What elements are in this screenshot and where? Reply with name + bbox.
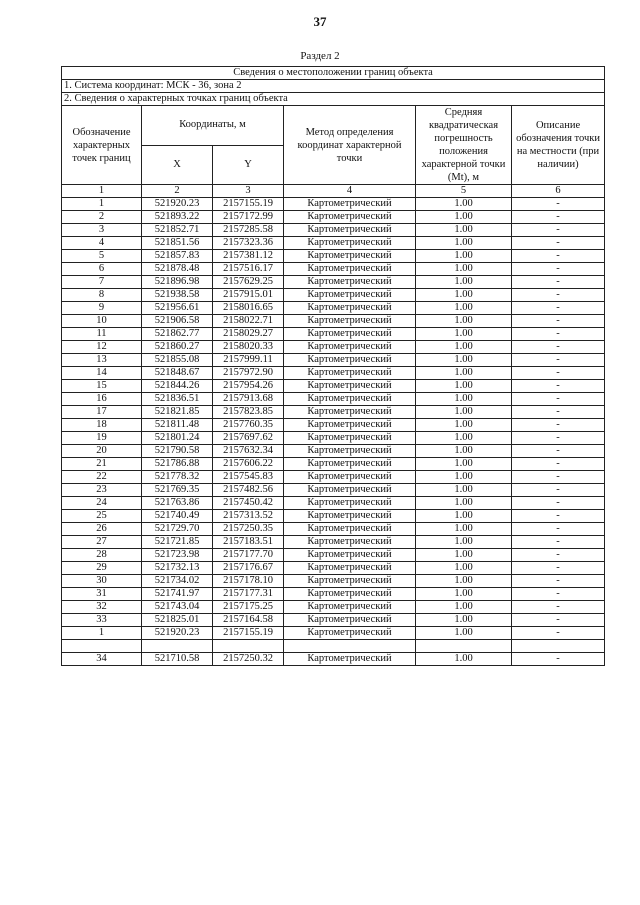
y-coordinate-cell: 2157183.51 [213,536,284,549]
x-coordinate-cell: 521855.08 [142,354,213,367]
description-cell: - [512,445,605,458]
y-coordinate-cell: 2157629.25 [213,276,284,289]
description-cell: - [512,393,605,406]
table-row [62,588,605,601]
point-number-cell: 31 [62,588,142,601]
table-row [62,523,605,536]
table-row [62,471,605,484]
method-cell: Картометрический [284,497,416,510]
description-cell: - [512,341,605,354]
y-coordinate-cell: 2157999.11 [213,354,284,367]
method-cell: Картометрический [284,315,416,328]
method-cell: Картометрический [284,406,416,419]
method-cell: Картометрический [284,276,416,289]
error-cell: 1.00 [416,328,512,341]
error-cell: 1.00 [416,419,512,432]
point-number-cell: 4 [62,237,142,250]
x-coordinate-cell: 521920.23 [142,627,213,640]
header-x: X [142,145,213,185]
point-number-cell: 12 [62,341,142,354]
x-coordinate-cell: 521844.26 [142,380,213,393]
point-number-cell: 26 [62,523,142,536]
method-cell: Картометрический [284,380,416,393]
header-description: Описание обозначения точки на местности (при наличии) [512,106,605,185]
x-coordinate-cell: 521734.02 [142,575,213,588]
description-cell: - [512,432,605,445]
y-coordinate-cell: 2157172.99 [213,211,284,224]
empty-cell [284,640,416,653]
column-number: 4 [284,185,416,198]
y-coordinate-cell: 2157155.19 [213,198,284,211]
description-cell: - [512,627,605,640]
method-cell: Картометрический [284,224,416,237]
table-row [62,601,605,614]
x-coordinate-cell: 521811.48 [142,419,213,432]
error-cell: 1.00 [416,276,512,289]
description-cell: - [512,588,605,601]
table-row [62,536,605,549]
empty-row [62,640,605,653]
y-coordinate-cell: 2157175.25 [213,601,284,614]
x-coordinate-cell: 521786.88 [142,458,213,471]
method-cell: Картометрический [284,445,416,458]
table-row [62,302,605,315]
coord-system-line: 1. Система координат: МСК - 36, зона 2 [62,80,605,93]
x-coordinate-cell: 521825.01 [142,614,213,627]
y-coordinate-cell: 2157516.17 [213,263,284,276]
table-row [62,419,605,432]
point-number-cell: 16 [62,393,142,406]
header-coordinates: Координаты, м [142,106,284,146]
point-number-cell: 20 [62,445,142,458]
description-cell: - [512,510,605,523]
x-coordinate-cell: 521740.49 [142,510,213,523]
table-row [62,445,605,458]
y-coordinate-cell: 2157177.70 [213,549,284,562]
points-title-line: 2. Сведения о характерных точках границ объекта [62,93,605,106]
x-coordinate-cell: 521878.48 [142,263,213,276]
y-coordinate-cell: 2158029.27 [213,328,284,341]
method-cell: Картометрический [284,549,416,562]
error-cell: 1.00 [416,380,512,393]
column-number: 5 [416,185,512,198]
point-number-cell: 2 [62,211,142,224]
empty-cell [416,640,512,653]
method-cell: Картометрический [284,250,416,263]
error-cell: 1.00 [416,354,512,367]
error-cell: 1.00 [416,250,512,263]
y-coordinate-cell: 2157915.01 [213,289,284,302]
method-cell: Картометрический [284,302,416,315]
point-number-cell: 21 [62,458,142,471]
method-cell: Картометрический [284,419,416,432]
y-coordinate-cell: 2157176.67 [213,562,284,575]
error-cell: 1.00 [416,497,512,510]
point-number-cell: 1 [62,627,142,640]
x-coordinate-cell: 521851.56 [142,237,213,250]
method-cell: Картометрический [284,393,416,406]
description-cell: - [512,380,605,393]
column-number: 3 [213,185,284,198]
table-row [62,549,605,562]
description-cell: - [512,406,605,419]
x-coordinate-cell: 521862.77 [142,328,213,341]
x-coordinate-cell: 521769.35 [142,484,213,497]
description-cell: - [512,471,605,484]
x-coordinate-cell: 521763.86 [142,497,213,510]
method-cell: Картометрический [284,627,416,640]
error-cell: 1.00 [416,536,512,549]
x-coordinate-cell: 521893.22 [142,211,213,224]
point-number-cell: 24 [62,497,142,510]
point-number-cell: 18 [62,419,142,432]
error-cell: 1.00 [416,367,512,380]
y-coordinate-cell: 2158022.71 [213,315,284,328]
description-cell: - [512,224,605,237]
table-row [62,458,605,471]
empty-cell [512,640,605,653]
y-coordinate-cell: 2157285.58 [213,224,284,237]
point-number-cell: 27 [62,536,142,549]
point-number-cell: 19 [62,432,142,445]
y-coordinate-cell: 2157760.35 [213,419,284,432]
point-number-cell: 5 [62,250,142,263]
method-cell: Картометрический [284,562,416,575]
description-cell: - [512,562,605,575]
table-row [62,328,605,341]
error-cell: 1.00 [416,562,512,575]
x-coordinate-cell: 521721.85 [142,536,213,549]
description-cell: - [512,575,605,588]
x-coordinate-cell: 521778.32 [142,471,213,484]
description-cell: - [512,458,605,471]
x-coordinate-cell: 521938.58 [142,289,213,302]
y-coordinate-cell: 2157250.35 [213,523,284,536]
method-cell: Картометрический [284,601,416,614]
x-coordinate-cell: 521710.58 [142,653,213,666]
error-cell: 1.00 [416,601,512,614]
error-cell: 1.00 [416,315,512,328]
error-cell: 1.00 [416,211,512,224]
header-designation: Обозначение характерных точек границ [62,106,142,185]
point-number-cell: 30 [62,575,142,588]
point-number-cell: 3 [62,224,142,237]
table-row [62,315,605,328]
y-coordinate-cell: 2157155.19 [213,627,284,640]
point-number-cell: 17 [62,406,142,419]
error-cell: 1.00 [416,302,512,315]
method-cell: Картометрический [284,237,416,250]
y-coordinate-cell: 2157954.26 [213,380,284,393]
description-cell: - [512,211,605,224]
table-row [62,211,605,224]
table-row [62,276,605,289]
point-number-cell: 32 [62,601,142,614]
table-row [62,263,605,276]
point-number-cell: 13 [62,354,142,367]
section-label: Раздел 2 [300,50,340,62]
point-number-cell: 1 [62,198,142,211]
table-row [62,250,605,263]
empty-cell [213,640,284,653]
error-cell: 1.00 [416,432,512,445]
x-coordinate-cell: 521836.51 [142,393,213,406]
header-error: Средняя квадратическая погрешность положения характерной точки (Mt), м [416,106,512,185]
x-coordinate-cell: 521860.27 [142,341,213,354]
method-cell: Картометрический [284,432,416,445]
x-coordinate-cell: 521723.98 [142,549,213,562]
method-cell: Картометрический [284,458,416,471]
table-row [62,341,605,354]
description-cell: - [512,276,605,289]
point-number-cell: 15 [62,380,142,393]
error-cell: 1.00 [416,653,512,666]
description-cell: - [512,497,605,510]
y-coordinate-cell: 2157313.52 [213,510,284,523]
error-cell: 1.00 [416,588,512,601]
empty-cell [142,640,213,653]
error-cell: 1.00 [416,237,512,250]
y-coordinate-cell: 2157177.31 [213,588,284,601]
point-number-cell: 10 [62,315,142,328]
error-cell: 1.00 [416,198,512,211]
x-coordinate-cell: 521956.61 [142,302,213,315]
method-cell: Картометрический [284,575,416,588]
point-number-cell: 11 [62,328,142,341]
point-number-cell: 9 [62,302,142,315]
error-cell: 1.00 [416,471,512,484]
table-row [62,562,605,575]
table-row [62,224,605,237]
table-row [62,380,605,393]
y-coordinate-cell: 2157164.58 [213,614,284,627]
point-number-cell: 22 [62,471,142,484]
method-cell: Картометрический [284,484,416,497]
method-cell: Картометрический [284,211,416,224]
y-coordinate-cell: 2158016.65 [213,302,284,315]
y-coordinate-cell: 2157250.32 [213,653,284,666]
error-cell: 1.00 [416,458,512,471]
table-row [62,289,605,302]
error-cell: 1.00 [416,523,512,536]
description-cell: - [512,536,605,549]
error-cell: 1.00 [416,393,512,406]
method-cell: Картометрический [284,263,416,276]
x-coordinate-cell: 521857.83 [142,250,213,263]
description-cell: - [512,302,605,315]
x-coordinate-cell: 521741.97 [142,588,213,601]
error-cell: 1.00 [416,627,512,640]
description-cell: - [512,614,605,627]
y-coordinate-cell: 2157178.10 [213,575,284,588]
error-cell: 1.00 [416,575,512,588]
y-coordinate-cell: 2157545.83 [213,471,284,484]
description-cell: - [512,601,605,614]
y-coordinate-cell: 2157450.42 [213,497,284,510]
method-cell: Картометрический [284,510,416,523]
error-cell: 1.00 [416,341,512,354]
y-coordinate-cell: 2157381.12 [213,250,284,263]
table-row [62,393,605,406]
header-y: Y [213,145,284,185]
y-coordinate-cell: 2157606.22 [213,458,284,471]
description-cell: - [512,263,605,276]
error-cell: 1.00 [416,549,512,562]
description-cell: - [512,315,605,328]
x-coordinate-cell: 521896.98 [142,276,213,289]
error-cell: 1.00 [416,510,512,523]
description-cell: - [512,419,605,432]
point-number-cell: 6 [62,263,142,276]
error-cell: 1.00 [416,289,512,302]
y-coordinate-cell: 2157697.62 [213,432,284,445]
x-coordinate-cell: 521729.70 [142,523,213,536]
description-cell: - [512,328,605,341]
boundary-table [61,66,605,666]
method-cell: Картометрический [284,588,416,601]
table-row [62,627,605,640]
error-cell: 1.00 [416,484,512,497]
description-cell: - [512,354,605,367]
page-number: 37 [313,14,327,29]
table-row [62,432,605,445]
description-cell: - [512,367,605,380]
error-cell: 1.00 [416,406,512,419]
y-coordinate-cell: 2158020.33 [213,341,284,354]
x-coordinate-cell: 521848.67 [142,367,213,380]
method-cell: Картометрический [284,471,416,484]
table-row [62,484,605,497]
x-coordinate-cell: 521906.58 [142,315,213,328]
x-coordinate-cell: 521743.04 [142,601,213,614]
y-coordinate-cell: 2157482.56 [213,484,284,497]
point-number-cell: 14 [62,367,142,380]
point-number-cell: 7 [62,276,142,289]
table-row [62,614,605,627]
method-cell: Картометрический [284,523,416,536]
method-cell: Картометрический [284,328,416,341]
description-cell: - [512,250,605,263]
x-coordinate-cell: 521852.71 [142,224,213,237]
point-number-cell: 23 [62,484,142,497]
error-cell: 1.00 [416,445,512,458]
error-cell: 1.00 [416,614,512,627]
y-coordinate-cell: 2157823.85 [213,406,284,419]
table-title: Сведения о местоположении границ объекта [62,67,605,80]
x-coordinate-cell: 521801.24 [142,432,213,445]
description-cell: - [512,653,605,666]
table-row [62,367,605,380]
table-row [62,510,605,523]
point-number-cell: 8 [62,289,142,302]
x-coordinate-cell: 521920.23 [142,198,213,211]
method-cell: Картометрический [284,614,416,627]
y-coordinate-cell: 2157632.34 [213,445,284,458]
table-row [62,653,605,666]
x-coordinate-cell: 521790.58 [142,445,213,458]
table-row [62,497,605,510]
empty-cell [62,640,142,653]
header-method: Метод определения координат характерной точки [284,106,416,185]
table-row [62,237,605,250]
method-cell: Картометрический [284,341,416,354]
point-number-cell: 29 [62,562,142,575]
error-cell: 1.00 [416,224,512,237]
x-coordinate-cell: 521732.13 [142,562,213,575]
column-number: 6 [512,185,605,198]
method-cell: Картометрический [284,198,416,211]
table-row [62,575,605,588]
y-coordinate-cell: 2157913.68 [213,393,284,406]
description-cell: - [512,549,605,562]
point-number-cell: 28 [62,549,142,562]
method-cell: Картометрический [284,289,416,302]
method-cell: Картометрический [284,354,416,367]
column-number: 1 [62,185,142,198]
description-cell: - [512,484,605,497]
point-number-cell: 34 [62,653,142,666]
y-coordinate-cell: 2157972.90 [213,367,284,380]
point-number-cell: 25 [62,510,142,523]
table-row [62,354,605,367]
table-row [62,198,605,211]
description-cell: - [512,523,605,536]
method-cell: Картометрический [284,367,416,380]
description-cell: - [512,198,605,211]
method-cell: Картометрический [284,653,416,666]
description-cell: - [512,289,605,302]
description-cell: - [512,237,605,250]
y-coordinate-cell: 2157323.36 [213,237,284,250]
point-number-cell: 33 [62,614,142,627]
table-row [62,406,605,419]
x-coordinate-cell: 521821.85 [142,406,213,419]
column-number: 2 [142,185,213,198]
method-cell: Картометрический [284,536,416,549]
error-cell: 1.00 [416,263,512,276]
